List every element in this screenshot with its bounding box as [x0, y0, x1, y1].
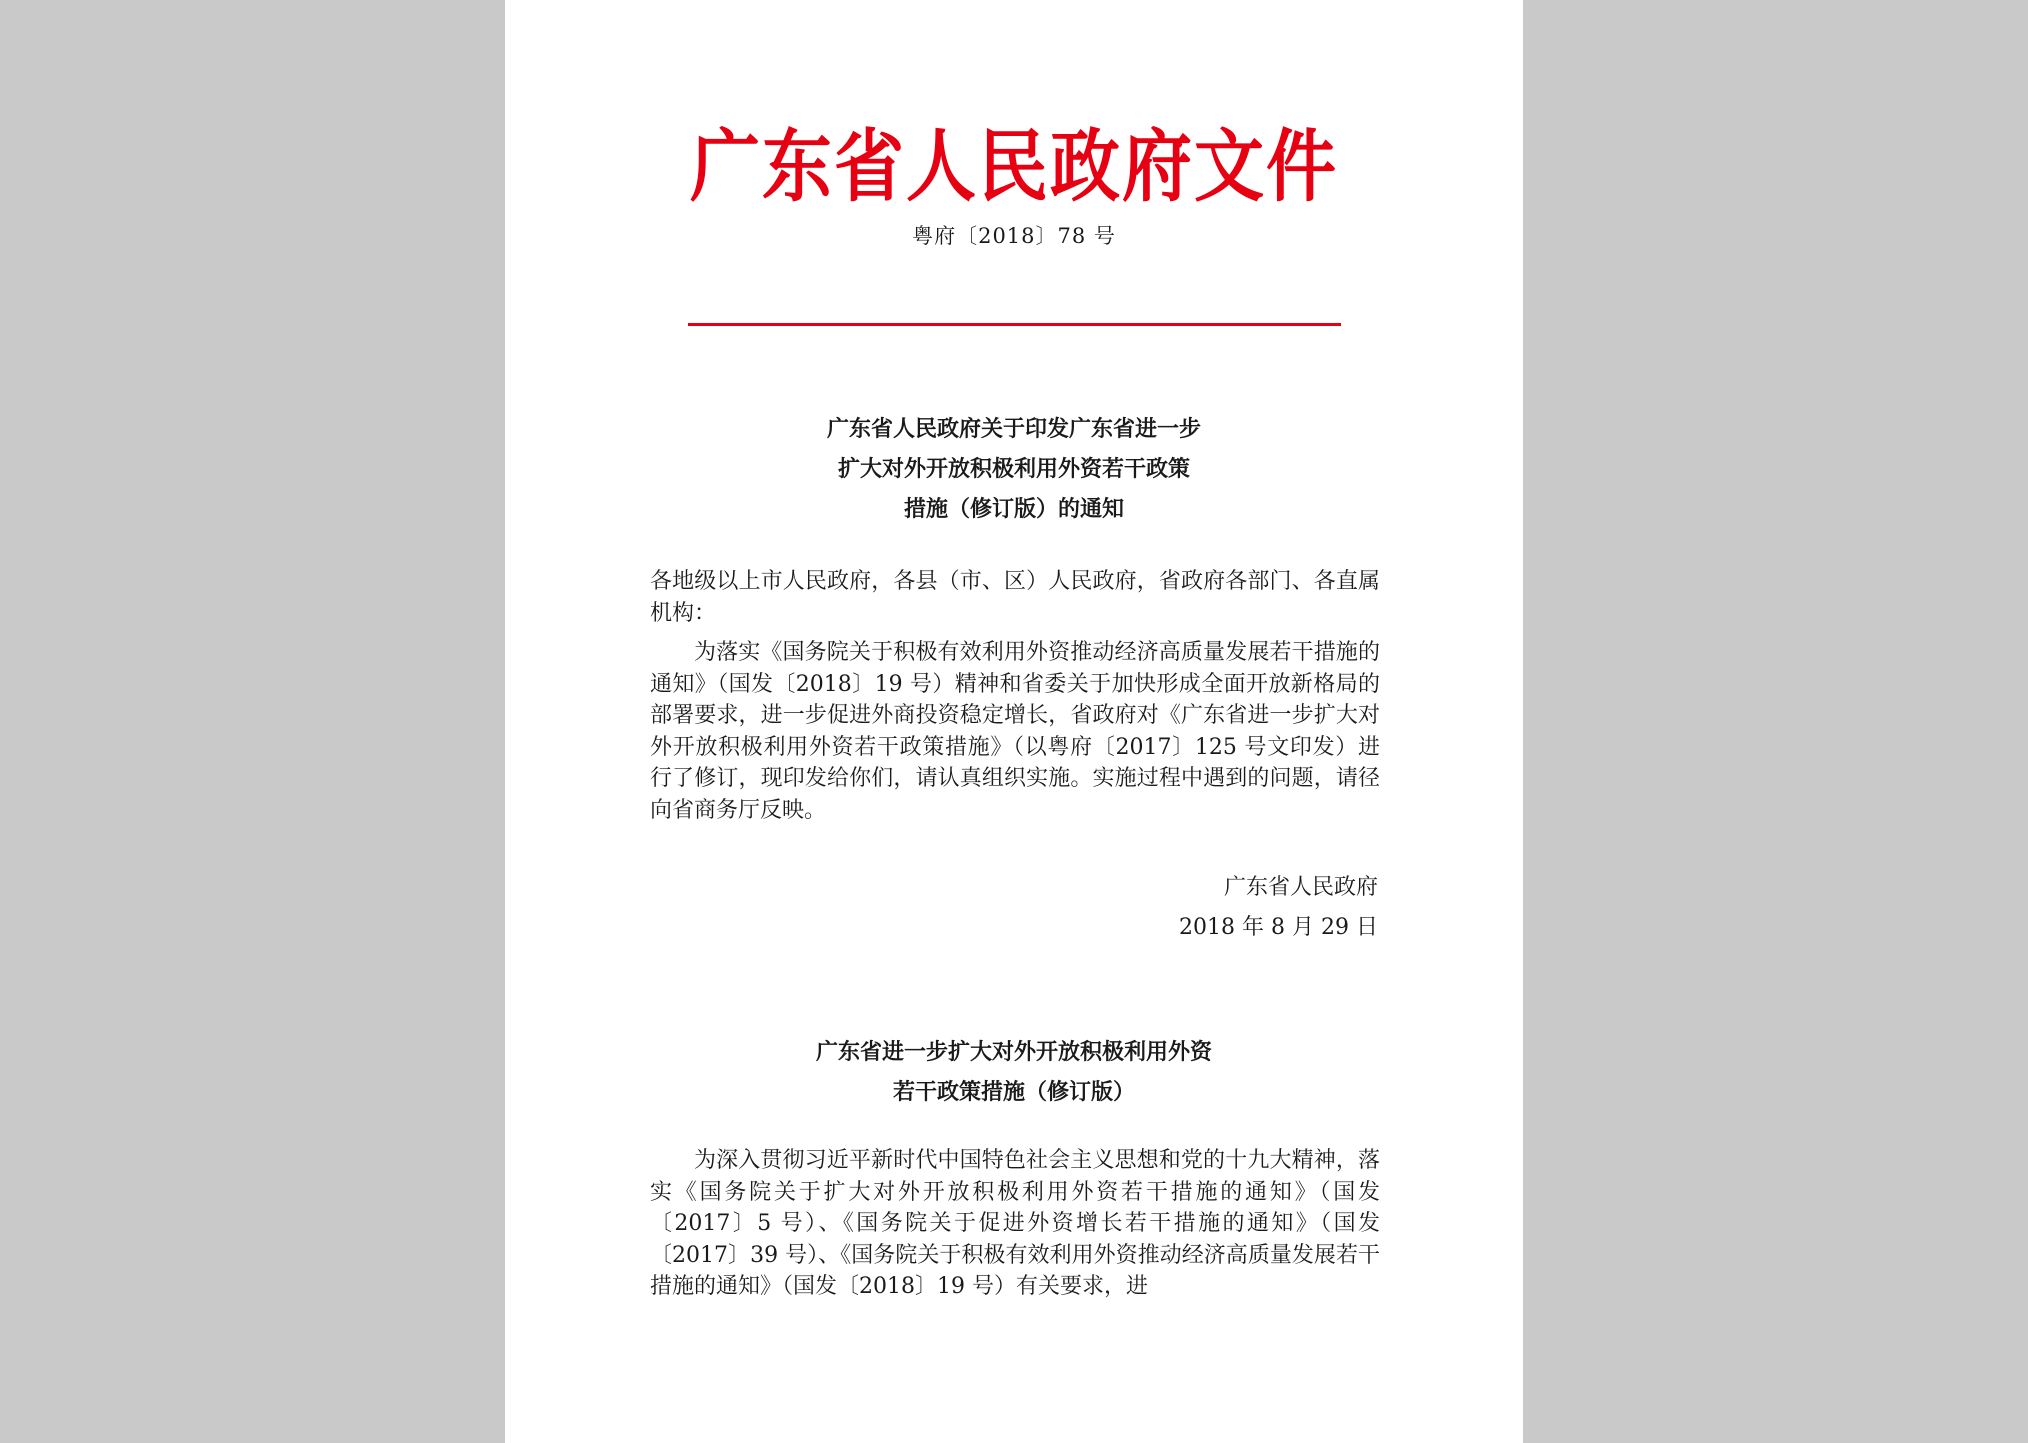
measures-title [505, 1033, 1523, 1113]
document-header: 广东省人民政府文件 [690, 120, 1338, 213]
addressee-text: 各地级以上市人民政府，各县（市、区）人民政府，省政府各部门、各直属机构： [650, 569, 1380, 626]
signature-block [1179, 868, 1378, 948]
notice-title-line: 广东省人民政府关于印发广东省进一步 [826, 417, 1201, 442]
addressee [650, 566, 1380, 629]
document-page [505, 0, 1523, 1443]
notice-title [505, 410, 1523, 530]
notice-body [650, 637, 1380, 826]
notice-title-line: 措施（修订版）的通知 [903, 497, 1124, 522]
signature-date: 2018 年 8 月 29 日 [1179, 915, 1378, 940]
notice-title-line: 扩大对外开放积极利用外资若干政策 [837, 457, 1190, 482]
measures-body [650, 1145, 1380, 1303]
red-divider [688, 323, 1341, 326]
measures-title-line: 广东省进一步扩大对外开放积极利用外资 [815, 1040, 1212, 1065]
document-number: 粤府〔2018〕78 号 [912, 224, 1116, 248]
signer: 广东省人民政府 [1223, 875, 1378, 900]
measures-title-line: 若干政策措施（修订版） [892, 1080, 1135, 1105]
notice-body-paragraph: 为落实《国务院关于积极有效利用外资推动经济高质量发展若干措施的通知》（国发〔2018〕19 号）精神和省委关于加快形成全面开放新格局的部署要求，进一步促进外商投资稳定增长，省政府对《广东省进一步扩大对外开放积极利用外资若干政策措施》（以粤府〔2017〕125 号文印发）进行了修订，现印发给你们，请认真组织实施。实施过程中遇到的问题，请径向省商务厅反映。 [650, 640, 1380, 823]
measures-body-paragraph: 为深入贯彻习近平新时代中国特色社会主义思想和党的十九大精神，落实《国务院关于扩大对外开放积极利用外资若干措施的通知》（国发〔2017〕5 号）、《国务院关于促进外资增长若干措施的通知》（国发〔2017〕39 号）、《国务院关于积极有效利用外资推动经济高质量发展若干措施的通知》（国发〔2018〕19 号）有关要求，进 [650, 1148, 1380, 1299]
